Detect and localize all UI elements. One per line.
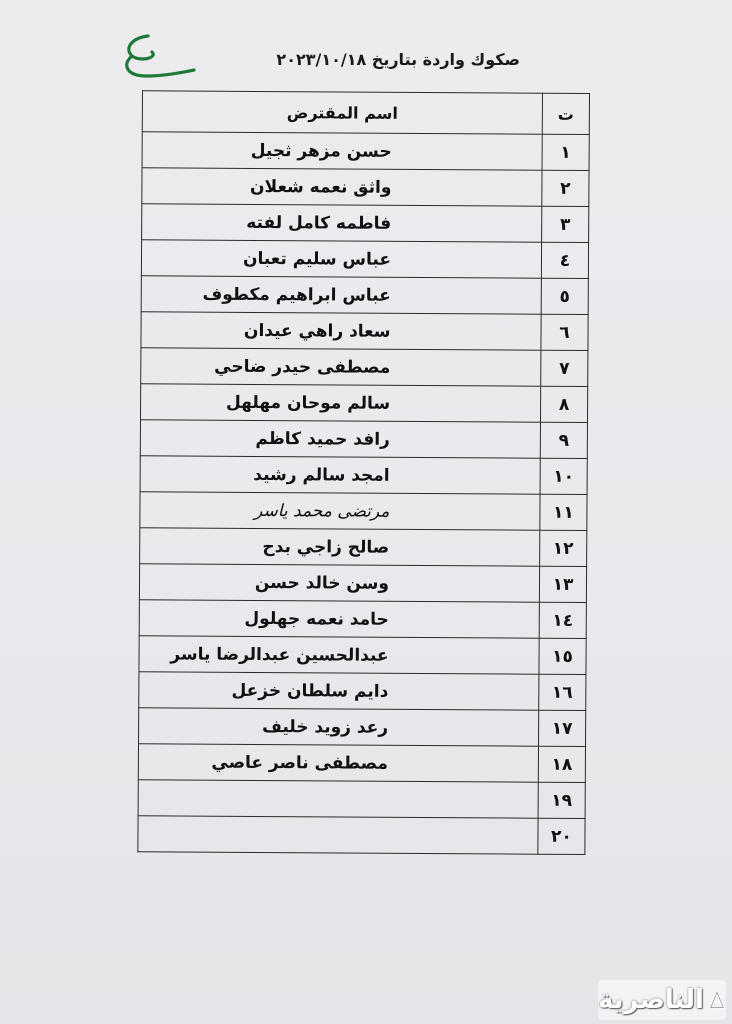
- borrower-name: مصطفى ناصر عاصي: [138, 744, 538, 782]
- borrower-name: سعاد راهي عيدان: [141, 312, 541, 350]
- row-number: ٣: [542, 206, 589, 242]
- borrowers-table: [137, 90, 590, 855]
- table-row: [142, 132, 589, 171]
- table-row: [139, 600, 586, 639]
- table-row: [138, 744, 585, 783]
- borrower-name: رعد زويد خليف: [139, 708, 539, 746]
- borrower-name: رافد حميد كاظم: [140, 420, 540, 458]
- borrower-name: حامد نعمه جهلول: [139, 600, 539, 638]
- row-number: ٨: [540, 386, 587, 422]
- table-row: [141, 348, 588, 387]
- borrower-name: حسن مزهر ثجيل: [142, 132, 542, 170]
- table-row: [141, 240, 588, 279]
- borrower-name: عباس ابراهيم مكطوف: [141, 276, 541, 314]
- row-number: ١: [542, 134, 589, 170]
- row-number: ٤: [541, 242, 588, 278]
- borrower-name: فاطمه كامل لفته: [142, 204, 542, 242]
- table-row: [139, 708, 586, 747]
- borrower-name: وسن خالد حسن: [139, 564, 539, 602]
- borrower-name: مصطفى حيدر ضاحي: [141, 348, 541, 386]
- table-row: [142, 204, 589, 243]
- row-number: ٧: [541, 350, 588, 386]
- borrower-name: امجد سالم رشيد: [140, 456, 540, 494]
- header-name: اسم المقترض: [142, 91, 542, 134]
- borrower-name: [138, 780, 538, 818]
- row-number: ١١: [540, 494, 587, 530]
- row-number: ١٥: [539, 638, 586, 674]
- table-row: [140, 456, 587, 495]
- row-number: ١٤: [539, 602, 586, 638]
- row-number: ٢: [542, 170, 589, 206]
- borrower-name: واثق نعمه شعلان: [142, 168, 542, 206]
- row-number: ٥: [541, 278, 588, 314]
- document-title: صكوك واردة بتاريخ ٢٠٢٣/١٠/١٨: [276, 50, 520, 69]
- row-number: ١٨: [538, 746, 585, 782]
- table-row: [141, 312, 588, 351]
- row-number: ١٦: [539, 674, 586, 710]
- table-row: [142, 168, 589, 207]
- handwritten-page-number: [118, 30, 198, 86]
- borrower-name: عباس سليم تعبان: [141, 240, 541, 278]
- table-row: [138, 780, 585, 819]
- header-number: ت: [542, 93, 589, 134]
- borrower-name: مرتضى محمد ياسر: [140, 492, 540, 530]
- nasiriyah-logo-icon: [708, 985, 726, 1015]
- watermark-text: الناصرية: [598, 985, 704, 1015]
- table-row: [141, 276, 588, 315]
- table-row: [139, 564, 586, 603]
- row-number: ١٠: [540, 458, 587, 494]
- table-row: [140, 492, 587, 531]
- row-number: ١٢: [540, 530, 587, 566]
- borrower-name: دايم سلطان خزعل: [139, 672, 539, 710]
- borrower-name: صالح زاجي بدح: [140, 528, 540, 566]
- table-row: [138, 816, 585, 855]
- table-row: [140, 528, 587, 567]
- row-number: ١٧: [539, 710, 586, 746]
- table-row: [140, 384, 587, 423]
- table-row: [139, 636, 586, 675]
- table-row: [139, 672, 586, 711]
- row-number: ١٣: [539, 566, 586, 602]
- table-header-row: [142, 91, 589, 135]
- borrower-name: [138, 816, 538, 854]
- row-number: ١٩: [538, 782, 585, 818]
- borrower-name: سالم موحان مهلهل: [140, 384, 540, 422]
- borrower-name: عبدالحسين عبدالرضا ياسر: [139, 636, 539, 674]
- row-number: ٩: [540, 422, 587, 458]
- watermark: [598, 980, 726, 1020]
- row-number: ٢٠: [538, 818, 585, 854]
- table-row: [140, 420, 587, 459]
- row-number: ٦: [541, 314, 588, 350]
